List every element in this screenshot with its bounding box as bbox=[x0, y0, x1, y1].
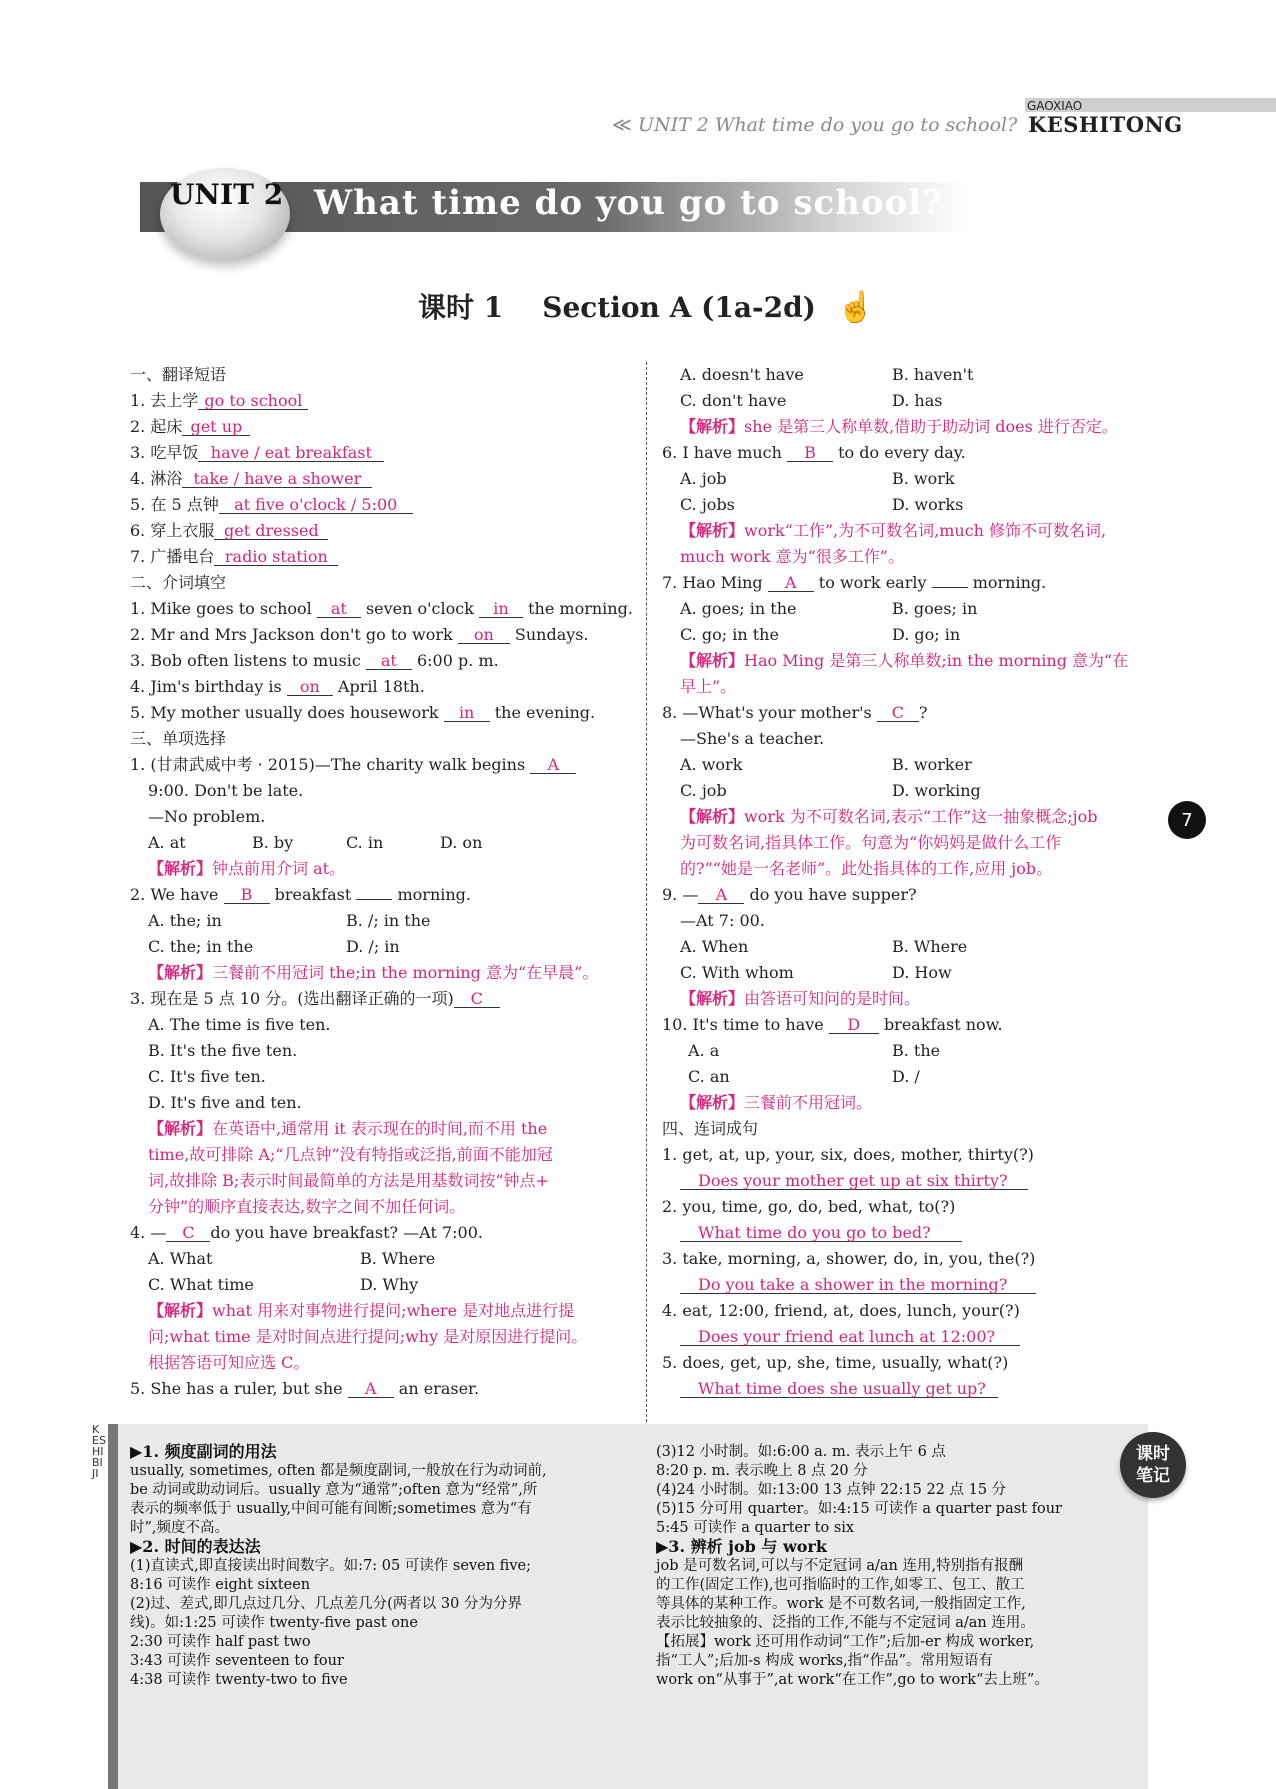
note-line: 表示比较抽象的、泛指的工作,不能与不定冠词 a/an 连用。 bbox=[656, 1615, 1035, 1631]
option: A. work bbox=[680, 755, 743, 774]
option: A. doesn't have bbox=[680, 365, 804, 384]
note-line: 5:45 可读作 a quarter to six bbox=[656, 1520, 855, 1536]
note-line: be 动词或助动词后。usually 意为“通常”;often 意为“经常”,所 bbox=[130, 1482, 538, 1498]
explanation: 【解析】work 为不可数名词,表示“工作”这一抽象概念;job bbox=[680, 807, 1098, 826]
notes-side-label: KESHIBIJI bbox=[92, 1423, 106, 1480]
option: C. It's five ten. bbox=[148, 1067, 266, 1086]
list-item: 1. 去上学 go to school bbox=[130, 388, 308, 414]
explanation: much work 意为“很多工作”。 bbox=[680, 547, 904, 566]
option: B. goes; in bbox=[892, 599, 978, 618]
note-line: (4)24 小时制。如:13:00 13 点钟 22:15 22 点 15 分 bbox=[656, 1482, 1007, 1498]
explanation: 为可数名词,指具体工作。句意为“你妈妈是做什么工作 bbox=[680, 833, 1062, 852]
answer-line: Do you take a shower in the morning? bbox=[680, 1272, 1036, 1298]
question-reply: —At 7: 00. bbox=[680, 911, 765, 930]
question-stem: 9. — A do you have supper? bbox=[662, 885, 917, 904]
note-line: work on“从事于”,at work“在工作”,go to work“去上班”。 bbox=[656, 1672, 1049, 1688]
explanation: 早上”。 bbox=[680, 677, 737, 696]
note-line: 4:38 可读作 twenty-two to five bbox=[130, 1672, 348, 1688]
unit-label: UNIT 2 bbox=[170, 178, 284, 211]
explanation: 【解析】在英语中,通常用 it 表示现在的时间,而不用 the bbox=[148, 1119, 548, 1138]
explanation: 【解析】she 是第三人称单数,借助于助动词 does 进行否定。 bbox=[680, 417, 1118, 436]
brand-large: KESHITONG bbox=[1028, 112, 1183, 137]
section-title-prepositions: 二、介词填空 bbox=[130, 573, 227, 592]
notes-badge-label: 课时 笔记 bbox=[1136, 1444, 1170, 1486]
option: B. /; in the bbox=[346, 911, 431, 930]
question-stem: 3. 现在是 5 点 10 分。(选出翻译正确的一项) C bbox=[130, 986, 500, 1012]
option: C. jobs bbox=[680, 495, 735, 514]
explanation: 根据答语可知应选 C。 bbox=[148, 1353, 310, 1372]
page-number: 7 bbox=[1168, 801, 1206, 839]
list-item: 5. 在 5 点钟 at five o'clock / 5:00 bbox=[130, 492, 413, 518]
option: D. / bbox=[892, 1067, 920, 1086]
option: C. in bbox=[346, 833, 384, 852]
explanation: 分钟”的顺序直接表达,数字之间不加任何词。 bbox=[148, 1197, 466, 1216]
list-item: 7. 广播电台 radio station bbox=[130, 544, 338, 570]
option: A. the; in bbox=[148, 911, 222, 930]
option: B. worker bbox=[892, 755, 972, 774]
question-stem: 5. She has a ruler, but she A an eraser. bbox=[130, 1379, 480, 1398]
option: C. go; in the bbox=[680, 625, 779, 644]
option: D. working bbox=[892, 781, 981, 800]
list-item: 4. eat, 12:00, friend, at, does, lunch, your(?) bbox=[662, 1301, 1020, 1320]
explanation: 【解析】work“工作”,为不可数名词,much 修饰不可数名词, bbox=[680, 521, 1107, 540]
column-divider bbox=[646, 362, 647, 1422]
list-item: 6. 穿上衣服 get dressed bbox=[130, 518, 328, 544]
question-reply: —No problem. bbox=[148, 807, 266, 826]
note-line: 等具体的某种工作。work 是不可数名词,一般指固定工作, bbox=[656, 1596, 1026, 1612]
answer-line: What time do you go to bed? bbox=[680, 1220, 962, 1246]
list-item: 5. does, get, up, she, time, usually, what(?) bbox=[662, 1353, 1009, 1372]
option: D. has bbox=[892, 391, 943, 410]
option: B. haven't bbox=[892, 365, 974, 384]
note-line: usually, sometimes, often 都是频度副词,一般放在行为动词前, bbox=[130, 1463, 547, 1479]
note-heading: ▶3. 辨析 job 与 work bbox=[656, 1537, 827, 1556]
option: B. Where bbox=[892, 937, 968, 956]
option: D. Why bbox=[360, 1275, 419, 1294]
explanation: 【解析】由答语可知问的是时间。 bbox=[680, 989, 921, 1008]
list-item: 2. you, time, go, do, bed, what, to(?) bbox=[662, 1197, 956, 1216]
note-line: job 是可数名词,可以与不定冠词 a/an 连用,特别指有报酬 bbox=[656, 1558, 1024, 1574]
section-title-choice: 三、单项选择 bbox=[130, 729, 227, 748]
option: A. The time is five ten. bbox=[148, 1015, 331, 1034]
option: C. the; in the bbox=[148, 937, 254, 956]
list-item: 3. take, morning, a, shower, do, in, you, the(?) bbox=[662, 1249, 1036, 1268]
list-item: 2. 起床 get up bbox=[130, 414, 250, 440]
option: A. goes; in the bbox=[680, 599, 797, 618]
note-line: 指“工人”;后加-s 构成 works,指“作品”。常用短语有 bbox=[656, 1653, 994, 1669]
question-stem: 10. It's time to have D breakfast now. bbox=[662, 1015, 1003, 1034]
option: D. It's five and ten. bbox=[148, 1093, 302, 1112]
running-title: ≪ UNIT 2 What time do you go to school? bbox=[612, 114, 1018, 136]
list-item: 2. Mr and Mrs Jackson don't go to work on Sundays. bbox=[130, 625, 589, 644]
option: B. Where bbox=[360, 1249, 436, 1268]
question-stem: 6. I have much B to do every day. bbox=[662, 443, 966, 462]
option: D. go; in bbox=[892, 625, 961, 644]
explanation: time,故可排除 A;“几点钟”没有特指或泛指,前面不能加冠 bbox=[148, 1145, 553, 1164]
option: D. How bbox=[892, 963, 952, 982]
option: B. by bbox=[252, 833, 294, 852]
list-item: 1. Mike goes to school at seven o'clock in the morning. bbox=[130, 599, 633, 618]
question-stem: 1. (甘肃武威中考 · 2015)—The charity walk begins A bbox=[130, 752, 576, 778]
brand-small: GAOXIAO bbox=[1027, 99, 1083, 113]
option: A. When bbox=[680, 937, 749, 956]
explanation: 词,故排除 B;表示时间最简单的方法是用基数词按“钟点+ bbox=[148, 1171, 549, 1190]
lesson-title: 课时 1 Section A (1a-2d) bbox=[418, 291, 816, 324]
explanation: 【解析】what 用来对事物进行提问;where 是对地点进行提 bbox=[148, 1301, 575, 1320]
option: B. the bbox=[892, 1041, 941, 1060]
answer-line: What time does she usually get up? bbox=[680, 1376, 998, 1402]
option: C. an bbox=[688, 1067, 730, 1086]
list-item: 4. Jim's birthday is on April 18th. bbox=[130, 677, 425, 696]
option: D. works bbox=[892, 495, 964, 514]
section-title-sentences: 四、连词成句 bbox=[662, 1119, 759, 1138]
question-stem: 2. We have B breakfast morning. bbox=[130, 885, 471, 904]
list-item: 3. Bob often listens to music at 6:00 p. m. bbox=[130, 651, 499, 670]
explanation: 【解析】三餐前不用冠词。 bbox=[680, 1093, 873, 1112]
option: D. on bbox=[440, 833, 483, 852]
option: A. at bbox=[148, 833, 186, 852]
list-item: 4. 淋浴 take / have a shower bbox=[130, 466, 372, 492]
question-stem: 7. Hao Ming A to work early morning. bbox=[662, 573, 1047, 592]
explanation: 的?”“她是一名老师”。此处指具体的工作,应用 job。 bbox=[680, 859, 1053, 878]
note-line: 表示的频率低于 usually,中间可能有间断;sometimes 意为“有 bbox=[130, 1501, 532, 1517]
option: A. job bbox=[680, 469, 727, 488]
note-heading: ▶1. 频度副词的用法 bbox=[130, 1442, 277, 1461]
banner-title: What time do you go to school? bbox=[314, 183, 944, 223]
explanation: 【解析】钟点前用介词 at。 bbox=[148, 859, 346, 878]
notes-side-bar bbox=[108, 1424, 118, 1789]
answer-line: Does your mother get up at six thirty? bbox=[680, 1168, 1028, 1194]
section-title-translate: 一、翻译短语 bbox=[130, 365, 227, 384]
explanation: 【解析】Hao Ming 是第三人称单数;in the morning 意为“在 bbox=[680, 651, 1129, 670]
note-line: 3:43 可读作 seventeen to four bbox=[130, 1653, 344, 1669]
answer-line: Does your friend eat lunch at 12:00? bbox=[680, 1324, 1020, 1350]
option: A. a bbox=[688, 1041, 720, 1060]
note-line: (1)直读式,即直接读出时间数字。如:7: 05 可读作 seven five; bbox=[130, 1558, 531, 1574]
note-line: (5)15 分可用 quarter。如:4:15 可读作 a quarter past four bbox=[656, 1501, 1062, 1517]
option: C. With whom bbox=[680, 963, 794, 982]
double-chevron-icon: ≪ bbox=[612, 114, 632, 136]
note-line: 时”,频度不高。 bbox=[130, 1520, 230, 1536]
note-line: 8:16 可读作 eight sixteen bbox=[130, 1577, 311, 1593]
option: B. work bbox=[892, 469, 955, 488]
list-item: 5. My mother usually does housework in the evening. bbox=[130, 703, 596, 722]
note-line: 【拓展】work 还可用作动词“工作”;后加-er 构成 worker, bbox=[656, 1634, 1035, 1650]
question-stem: 4. — C do you have breakfast? —At 7:00. bbox=[130, 1223, 483, 1242]
note-line: 8:20 p. m. 表示晚上 8 点 20 分 bbox=[656, 1463, 868, 1479]
note-line: (2)过、差式,即几点过几分、几点差几分(两者以 30 分为分界 bbox=[130, 1596, 522, 1612]
explanation: 【解析】三餐前不用冠词 the;in the morning 意为“在早晨”。 bbox=[148, 963, 599, 982]
option: C. job bbox=[680, 781, 727, 800]
note-line: 的工作(固定工作),也可指临时的工作,如零工、包工、散工 bbox=[656, 1577, 1025, 1593]
question-reply: —She's a teacher. bbox=[680, 729, 825, 748]
option: C. don't have bbox=[680, 391, 787, 410]
note-line: 线)。如:1:25 可读作 twenty-five past one bbox=[130, 1615, 418, 1631]
list-item: 1. get, at, up, your, six, does, mother, thirty(?) bbox=[662, 1145, 1034, 1164]
list-item: 3. 吃早饭 have / eat breakfast bbox=[130, 440, 384, 466]
question-stem: 8. —What's your mother's C ? bbox=[662, 703, 928, 722]
option: B. It's the five ten. bbox=[148, 1041, 298, 1060]
note-heading: ▶2. 时间的表达法 bbox=[130, 1537, 261, 1556]
option: A. What bbox=[148, 1249, 213, 1268]
explanation: 问;what time 是对时间点进行提问;why 是对原因进行提问。 bbox=[148, 1327, 588, 1346]
note-line: 2:30 可读作 half past two bbox=[130, 1634, 311, 1650]
note-line: (3)12 小时制。如:6:00 a. m. 表示上午 6 点 bbox=[656, 1444, 946, 1460]
pointing-hand-icon: ☝ bbox=[837, 290, 875, 325]
option: D. /; in bbox=[346, 937, 400, 956]
question-stem: 9:00. Don't be late. bbox=[148, 781, 304, 800]
option: C. What time bbox=[148, 1275, 254, 1294]
